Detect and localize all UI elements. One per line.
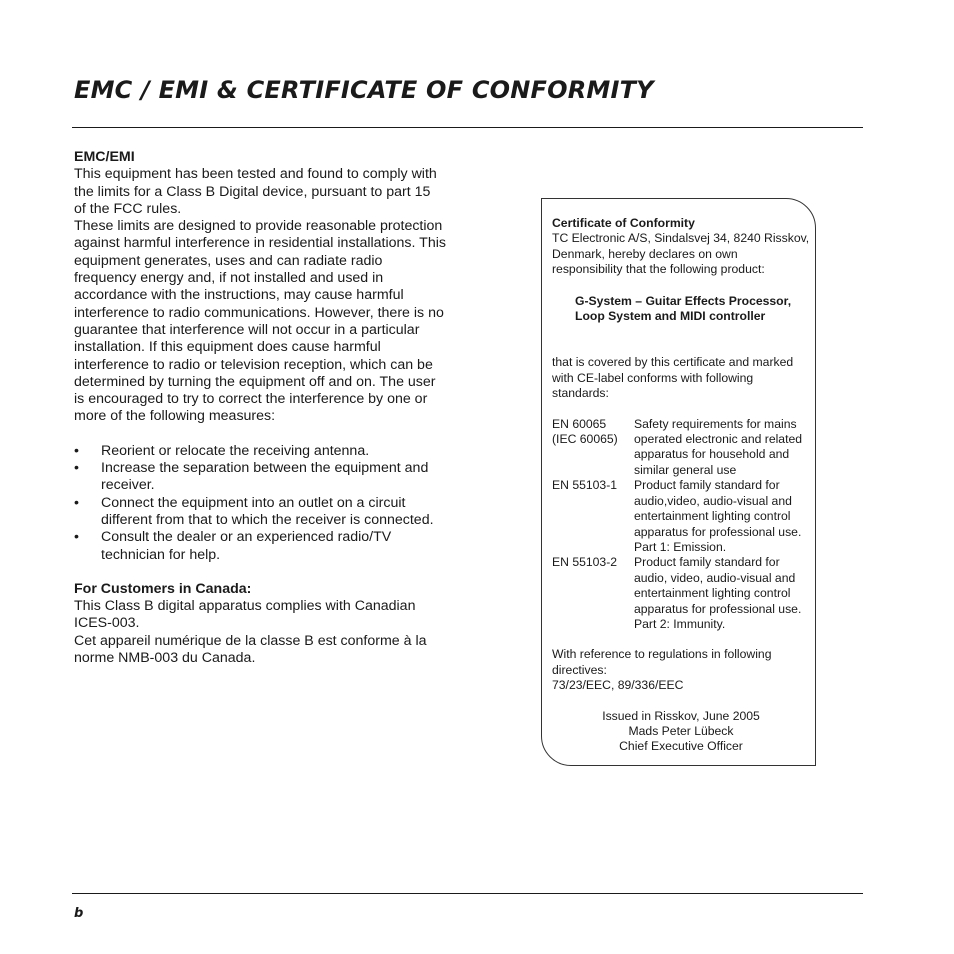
product-name: G-System – Guitar Effects Processor, Loop System and MIDI controller bbox=[575, 293, 792, 324]
canada-paragraph-1: This Class B digital apparatus complies with Canadian ICES-003. bbox=[74, 598, 416, 632]
canada-paragraph-2: Cet appareil numérique de la classe B est conforme à la norme NMB-003 du Canada. bbox=[74, 632, 427, 667]
standard-description: Safety requirements for mains operated electronic and related apparatus for household and similar general use bbox=[634, 416, 803, 477]
signer-name: Mads Peter Lübeck bbox=[628, 723, 734, 738]
header-divider bbox=[72, 127, 863, 128]
bullet-icon: • bbox=[74, 494, 79, 511]
certificate-heading: Certificate of Conformity bbox=[552, 216, 695, 230]
list-item: • Reorient or relocate the receiving antenna. bbox=[74, 442, 370, 459]
canada-heading: For Customers in Canada: bbox=[74, 580, 252, 597]
emc-section bbox=[74, 149, 446, 667]
spacer bbox=[74, 564, 446, 581]
standard-code: EN 55103-2 bbox=[552, 555, 618, 570]
standard-description: Product family standard for audio, video, audio-visual and entertainment lighting control apparatus for professional use. Part 2: Immunity. bbox=[634, 555, 802, 631]
signer-title: Chief Executive Officer bbox=[619, 739, 743, 754]
spacer bbox=[74, 426, 446, 443]
standard-row bbox=[552, 417, 810, 479]
emc-heading: EMC/EMI bbox=[74, 149, 135, 165]
directives-reference: With reference to regulations in following directives: bbox=[552, 647, 772, 677]
bullet-icon: • bbox=[74, 529, 79, 546]
certificate-covered: that is covered by this certificate and marked with CE-label conforms with following standards: bbox=[552, 355, 794, 401]
list-item: • Increase the separation between the equipment and receiver. bbox=[74, 460, 429, 494]
certificate-intro: TC Electronic A/S, Sindalsvej 34, 8240 Risskov, Denmark, hereby declares on own responsibility that the following product: bbox=[552, 231, 810, 277]
standard-row bbox=[552, 478, 810, 555]
bullet-icon: • bbox=[74, 442, 79, 459]
list-item: • Consult the dealer or an experienced radio/TV technician for help. bbox=[74, 529, 392, 563]
directives-list: 73/23/EEC, 89/336/EEC bbox=[552, 678, 684, 693]
page-mark: b bbox=[74, 906, 84, 921]
footer-divider bbox=[72, 893, 863, 894]
measures-list bbox=[74, 443, 446, 564]
standard-code: EN 55103-1 bbox=[552, 478, 618, 493]
standard-code-alt: (IEC 60065) bbox=[552, 432, 618, 447]
bullet-icon: • bbox=[74, 460, 79, 477]
emc-paragraph-2: These limits are designed to provide reasonable protection against harmful interference in residential installations. This equipment generates, uses and can radiate radio frequency energy and, if not installed and used in accordance with the instructions, may cause harmful interference to radio communications. However, there is no guarantee that interference will not occur in a particular installation. If this equipment does cause harmful interference to radio or television reception, which can be determined by turning the equipment off and on. The user is encouraged to try to correct the interference by one or more of the following measures: bbox=[74, 218, 446, 425]
issued-place-date: Issued in Risskov, June 2005 bbox=[602, 708, 760, 723]
list-item: • Connect the equipment into an outlet on a circuit different from that to which the receiver is connected. bbox=[74, 494, 434, 528]
standard-description: Product family standard for audio,video, audio-visual and entertainment lighting control apparatus for professional use. Part 1: Emission. bbox=[634, 478, 802, 554]
standard-code: EN 60065 bbox=[552, 416, 607, 431]
emc-paragraph-1: This equipment has been tested and found to comply with the limits for a Class B Digital device, pursuant to part 15 of the FCC rules. bbox=[74, 166, 437, 217]
page-title: EMC / EMI & CERTIFICATE OF CONFORMITY bbox=[74, 76, 654, 104]
certificate-of-conformity bbox=[552, 216, 810, 755]
standard-row bbox=[552, 555, 810, 632]
